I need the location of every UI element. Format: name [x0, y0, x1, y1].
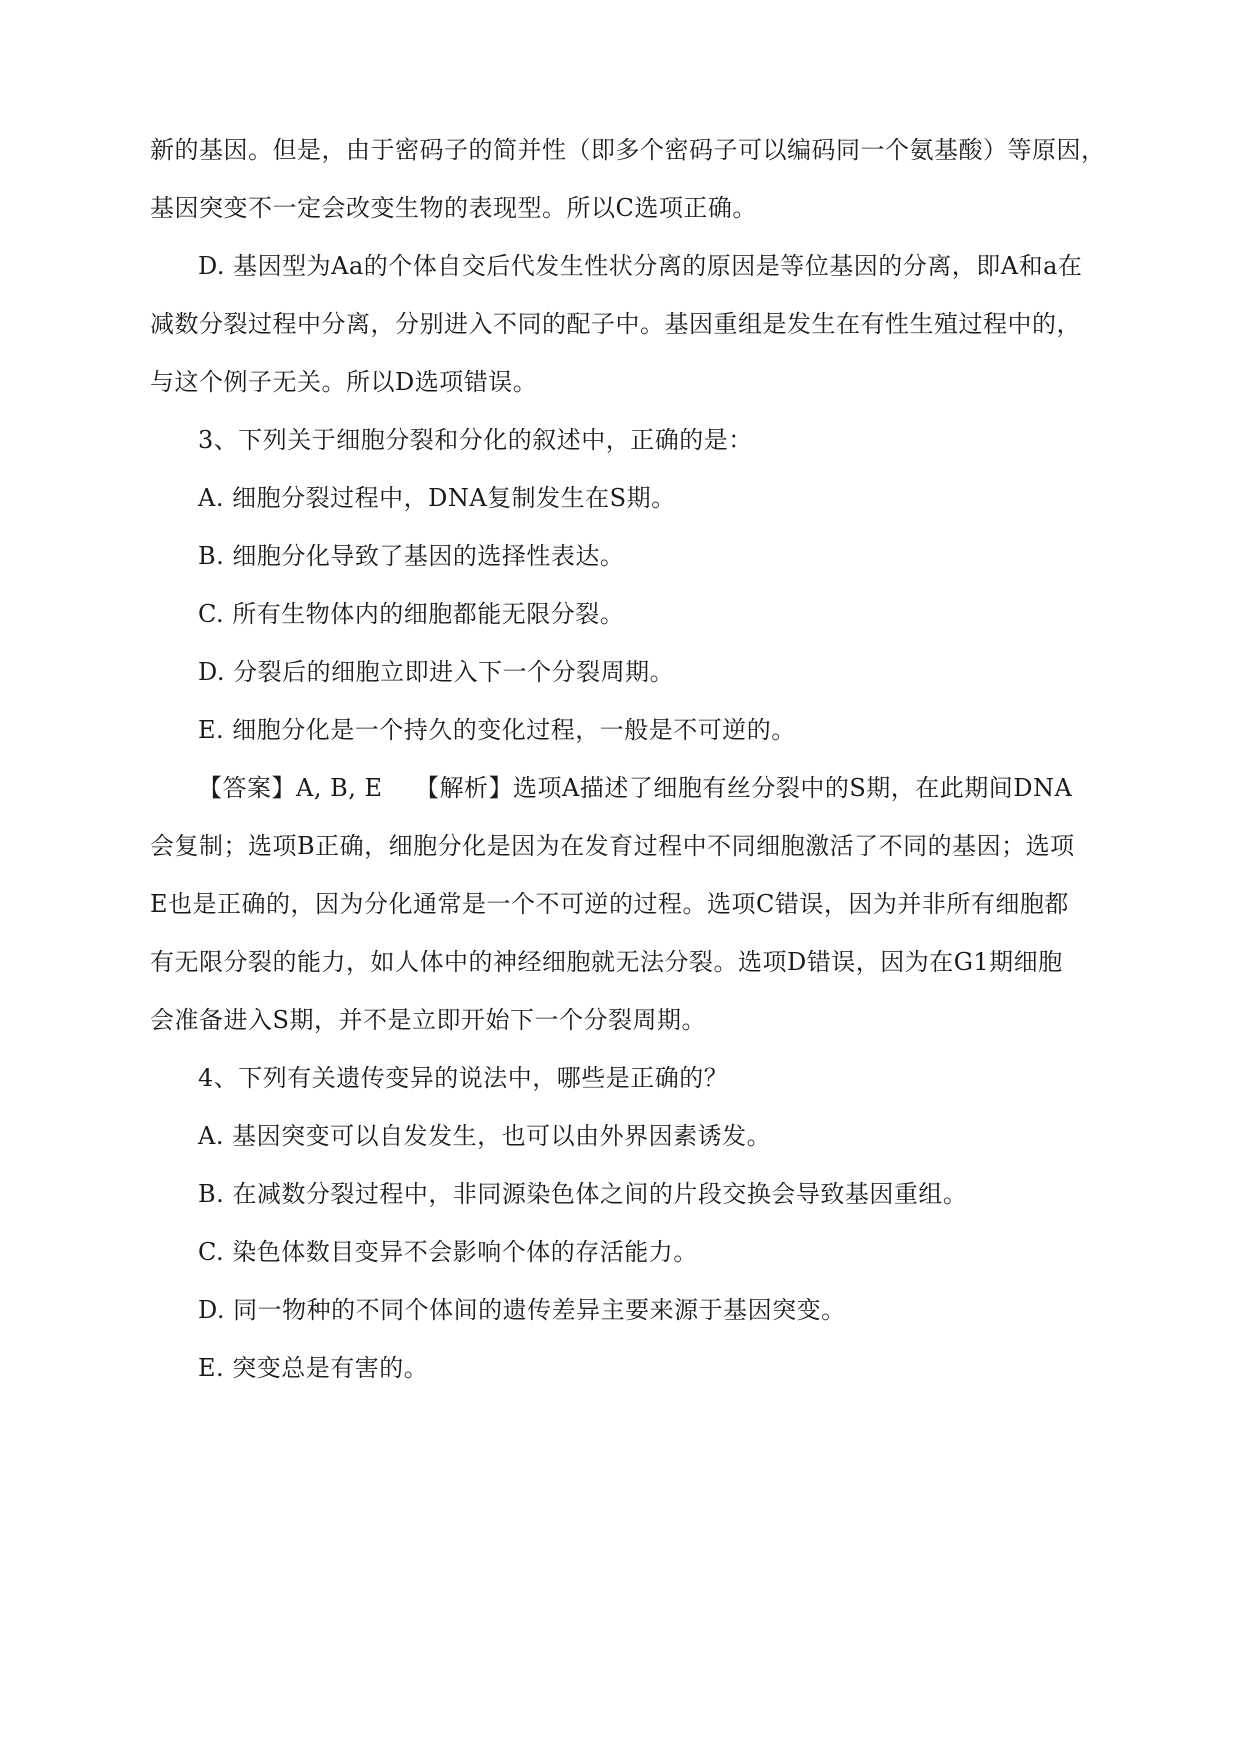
- paragraph-line: 减数分裂过程中分离，分别进入不同的配子中。基因重组是发生在有性生殖过程中的，: [150, 310, 1081, 338]
- paragraph-line: 新的基因。但是，由于密码子的简并性（即多个密码子可以编码同一个氨基酸）等原因，: [150, 136, 1106, 164]
- option-d-explanation-line: D. 基因型为Aa的个体自交后代发生性状分离的原因是等位基因的分离，即A和a在: [198, 252, 1083, 280]
- question-3-option-d: D. 分裂后的细胞立即进入下一个分裂周期。: [198, 658, 675, 686]
- question-3-option-c: C. 所有生物体内的细胞都能无限分裂。: [198, 600, 625, 628]
- question-4-option-e: E. 突变总是有害的。: [198, 1354, 429, 1382]
- question-3-option-a: A. 细胞分裂过程中，DNA复制发生在S期。: [198, 484, 676, 512]
- question-4-stem: 4、下列有关遗传变异的说法中，哪些是正确的？: [198, 1064, 729, 1092]
- question-3-option-b: B. 细胞分化导致了基因的选择性表达。: [198, 542, 625, 570]
- analysis-line: E也是正确的，因为分化通常是一个不可逆的过程。选项C错误，因为并非所有细胞都: [150, 890, 1069, 918]
- answer-analysis-line: 【答案】A, B, E 【解析】选项A描述了细胞有丝分裂中的S期，在此期间DNA: [198, 774, 1073, 802]
- question-4-option-d: D. 同一物种的不同个体间的遗传差异主要来源于基因突变。: [198, 1296, 846, 1324]
- paragraph-line: 基因突变不一定会改变生物的表现型。所以C选项正确。: [150, 194, 757, 222]
- analysis-line: 会复制；选项B正确，细胞分化是因为在发育过程中不同细胞激活了不同的基因；选项: [150, 832, 1075, 860]
- paragraph-line: 与这个例子无关。所以D选项错误。: [150, 368, 538, 396]
- question-3-stem: 3、下列关于细胞分裂和分化的叙述中，正确的是：: [198, 426, 753, 454]
- analysis-line: 会准备进入S期，并不是立即开始下一个分裂周期。: [150, 1006, 706, 1034]
- analysis-line: 有无限分裂的能力，如人体中的神经细胞就无法分裂。选项D错误，因为在G1期细胞: [150, 948, 1063, 976]
- question-3-option-e: E. 细胞分化是一个持久的变化过程，一般是不可逆的。: [198, 716, 796, 744]
- question-4-option-b: B. 在减数分裂过程中，非同源染色体之间的片段交换会导致基因重组。: [198, 1180, 968, 1208]
- question-4-option-a: A. 基因突变可以自发发生，也可以由外界因素诱发。: [198, 1122, 772, 1150]
- question-4-option-c: C. 染色体数目变异不会影响个体的存活能力。: [198, 1238, 698, 1266]
